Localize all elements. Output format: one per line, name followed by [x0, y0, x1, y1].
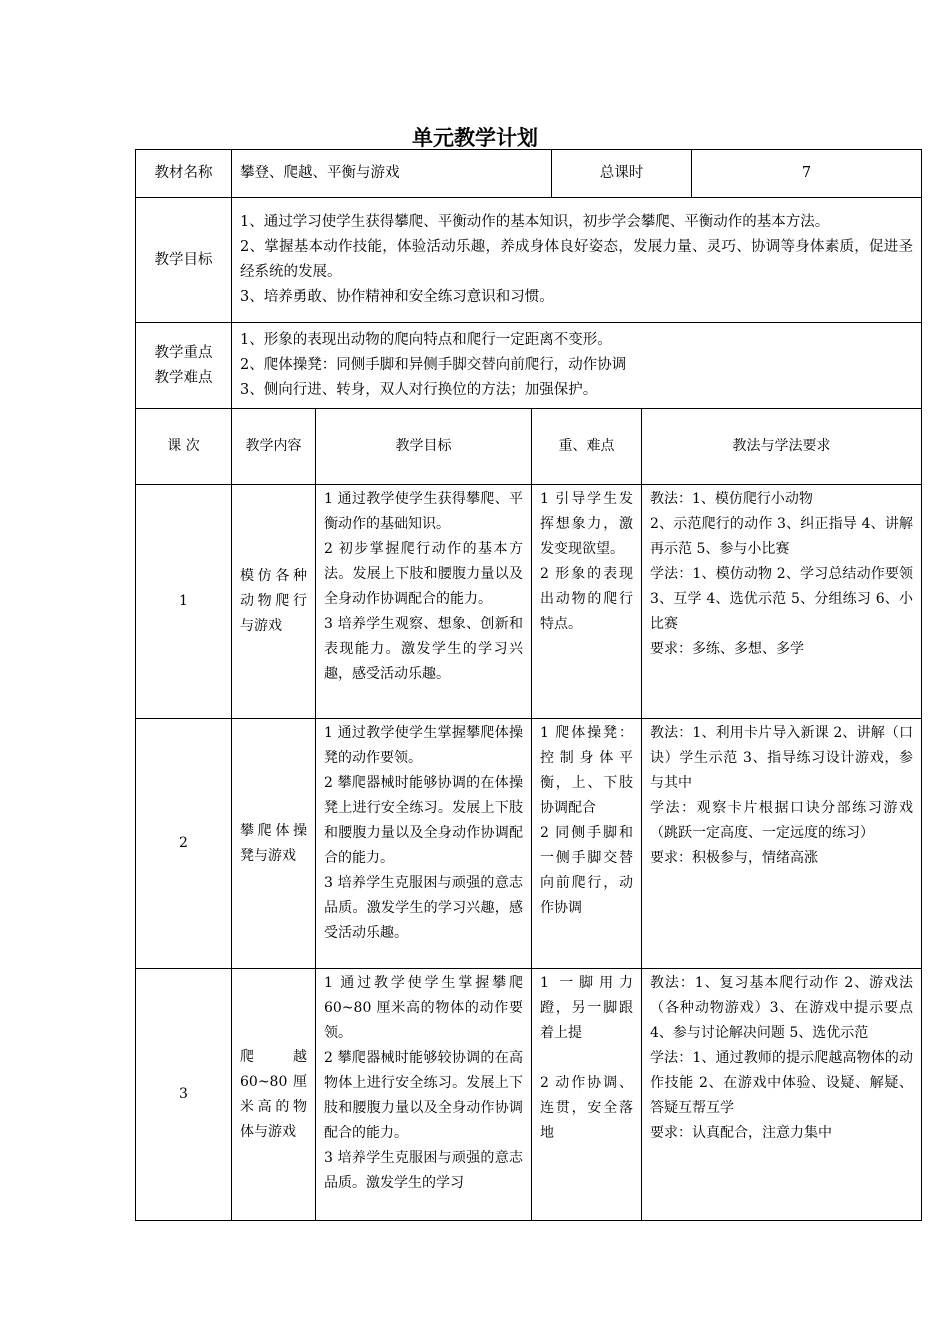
plan-summary-table [135, 149, 922, 409]
lesson-method [642, 969, 922, 1221]
key-item: 1 一脚用力蹬，另一脚跟着上提 [540, 975, 633, 1041]
goal-item: 1 通过教学使学生掌握攀爬体操凳的动作要领。 [324, 725, 523, 766]
goal-item: 2 初步掌握爬行动作的基本方法。发展上下肢和腰腹力量以及全身动作协调配合的能力。 [324, 541, 523, 607]
method-item: 教法：1、模仿爬行小动物 [650, 491, 813, 507]
goal-item: 3 培养学生克服困与顽强的意志品质。激发学生的学习 [324, 1150, 523, 1191]
lesson-goal [316, 969, 532, 1221]
goal-item: 1 通过教学使学生掌握攀爬 60~80 厘米高的物体的动作要领。 [324, 975, 523, 1041]
col-header-key: 重、难点 [532, 409, 642, 485]
hours-value: 7 [692, 150, 922, 198]
lessons-table [135, 408, 922, 1221]
key-points-text [232, 323, 922, 409]
lesson-key [532, 969, 642, 1221]
goals-label: 教学目标 [136, 198, 232, 323]
key-line: 1、形象的表现出动物的爬向特点和爬行一定距离不变形。 [240, 332, 612, 348]
lesson-content: 爬越60~80厘米高的物体与游戏 [232, 969, 316, 1221]
key-item: 2 动作协调、连贯，安全落地 [540, 1075, 633, 1141]
method-item: 学法：1、模仿动物 2、学习总结动作要领 3、互学 4、选优示范 5、分组练习 6、小比赛 [650, 566, 913, 632]
lesson-goal [316, 719, 532, 969]
key-label-2: 教学难点 [154, 369, 213, 386]
table-row [136, 969, 922, 1221]
goal-item: 2 攀爬器械时能够协调的在体操凳上进行安全练习。发展上下肢和腰腹力量以及全身动作协调配合的能力。 [324, 775, 523, 866]
method-item: 学法：1、通过教师的提示爬越高物体的动作技能 2、在游戏中体验、设疑、解疑、答疑互帮互学 [650, 1050, 913, 1116]
goal-line: 3、培养勇敢、协作精神和安全练习意识和习惯。 [240, 289, 554, 305]
method-item: 教法：1、利用卡片导入新课 2、讲解（口诀）学生示范 3、指导练习设计游戏，参与其中 [650, 725, 913, 791]
method-item: 教法：1、复习基本爬行动作 2、游戏法（各种动物游戏）3、在游戏中提示要点 4、参与讨论解决问题 5、选优示范 [650, 975, 913, 1041]
goal-line: 1、通过学习使学生获得攀爬、平衡动作的基本知识，初步学会攀爬、平衡动作的基本方法。 [240, 214, 830, 230]
key-item: 1 爬体操凳：控制身体平衡，上、下肢协调配合 [540, 725, 633, 816]
goal-item: 3 培养学生观察、想象、创新和表现能力。激发学生的学习兴趣，感受活动乐趣。 [324, 616, 523, 682]
material-value: 攀登、爬越、平衡与游戏 [232, 150, 552, 198]
goal-item: 3 培养学生克服困与顽强的意志品质。激发学生的学习兴趣，感受活动乐趣。 [324, 875, 523, 941]
key-line: 2、爬体操凳：同侧手脚和异侧手脚交替向前爬行，动作协调 [240, 357, 627, 373]
key-line: 3、侧向行进、转身，双人对行换位的方法；加强保护。 [240, 382, 598, 398]
lesson-number: 2 [136, 719, 232, 969]
lesson-method [642, 719, 922, 969]
goal-item: 2 攀爬器械时能够较协调的在高物体上进行安全练习。发展上下肢和腰腹力量以及全身动作协调配合的能力。 [324, 1050, 523, 1141]
lesson-number: 3 [136, 969, 232, 1221]
col-header-method: 教法与学法要求 [642, 409, 922, 485]
lesson-method [642, 485, 922, 719]
col-header-lesson: 课 次 [136, 409, 232, 485]
goal-line: 2、掌握基本动作技能，体验活动乐趣，养成身体良好姿态，发展力量、灵巧、协调等身体素质，促进圣经系统的发展。 [240, 239, 913, 280]
lesson-number: 1 [136, 485, 232, 719]
goal-item: 1 通过教学使学生获得攀爬、平衡动作的基础知识。 [324, 491, 523, 532]
key-item: 2 同侧手脚和一侧手脚交替向前爬行，动作协调 [540, 825, 633, 916]
key-points-label [136, 323, 232, 409]
key-item: 2 形象的表现出动物的爬行特点。 [540, 566, 633, 632]
table-row [136, 719, 922, 969]
lesson-content: 模仿各种动物爬行与游戏 [232, 485, 316, 719]
method-item: 要求：多练、多想、多学 [650, 641, 804, 657]
lesson-key [532, 485, 642, 719]
goals-text [232, 198, 922, 323]
page-title: 单元教学计划 [412, 126, 538, 150]
hours-label: 总课时 [552, 150, 692, 198]
method-item: 学法：观察卡片根据口诀分部练习游戏（跳跃一定高度、一定远度的练习） [650, 800, 913, 841]
key-item: 1 引导学生发挥想象力，激发变现欲望。 [540, 491, 633, 557]
table-row [136, 485, 922, 719]
method-item: 要求：积极参与，情绪高涨 [650, 850, 818, 866]
method-item: 要求：认真配合，注意力集中 [650, 1125, 832, 1141]
col-header-content: 教学内容 [232, 409, 316, 485]
lesson-key [532, 719, 642, 969]
method-item: 2、示范爬行的动作 3、纠正指导 4、讲解再示范 5、参与小比赛 [650, 516, 913, 557]
material-label: 教材名称 [136, 150, 232, 198]
key-label-1: 教学重点 [154, 344, 213, 361]
lesson-content: 攀爬体操凳与游戏 [232, 719, 316, 969]
col-header-goal: 教学目标 [316, 409, 532, 485]
lesson-goal [316, 485, 532, 719]
